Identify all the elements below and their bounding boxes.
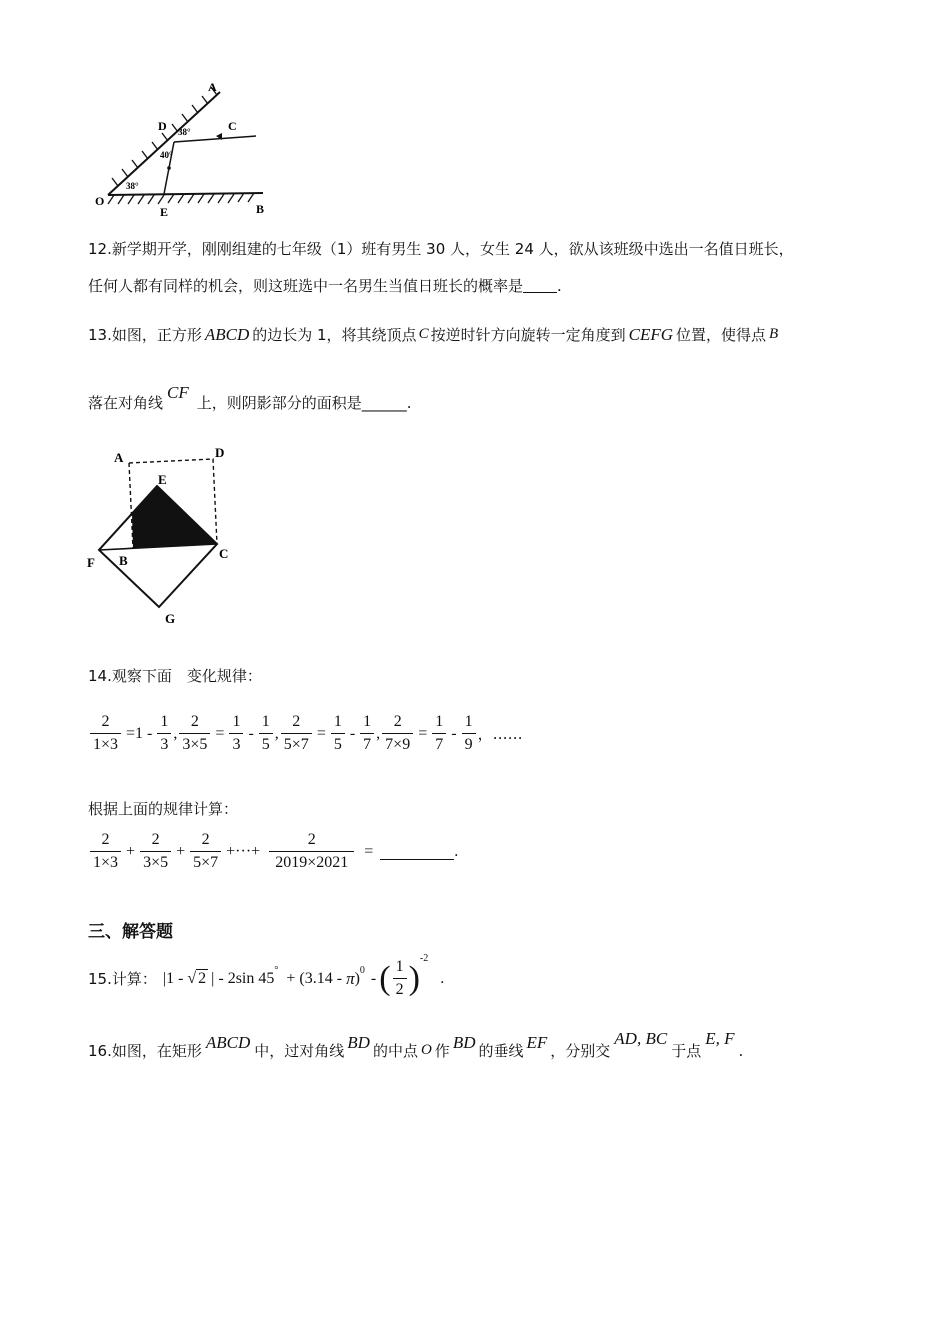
q16-ef: EF	[526, 1032, 548, 1052]
pattern-comma-1: ,	[173, 724, 178, 742]
q13-cefg: CEFG	[628, 324, 673, 344]
calc-eq: =	[364, 842, 374, 860]
q15-minus: -	[370, 969, 377, 987]
pattern-minus-4: -	[451, 724, 457, 742]
q13-abcd: ABCD	[204, 324, 250, 344]
pattern-eq-2: =	[215, 724, 225, 742]
calc-row	[88, 831, 458, 872]
question-12-line2	[88, 275, 562, 296]
pattern-frac-4: $\frac{2}{7\times 9}$	[382, 713, 413, 754]
angle-label-1: 38°	[178, 127, 191, 137]
q16-ef2: E, F	[705, 1028, 735, 1048]
q15-lparen: (	[379, 959, 391, 997]
pattern-r1: $\frac{1}{3}$	[157, 713, 171, 754]
calc-plus-1: +	[126, 842, 136, 860]
pattern-minus-3: -	[349, 724, 356, 742]
q15-abs-open: |1 -	[162, 969, 184, 987]
q13-mid1: 的边长为 1，将其绕顶点	[252, 326, 417, 344]
label-b2: B	[119, 553, 128, 568]
pattern-row	[88, 713, 523, 754]
question-16	[88, 1028, 744, 1061]
q15-label: 15.计算：	[88, 970, 157, 988]
q16-bd: BD	[347, 1032, 370, 1052]
q13-line2b: 上，则阴影部分的面积是______.	[196, 394, 412, 412]
question-13-line2	[88, 382, 412, 413]
pattern-comma-3: ,	[376, 724, 381, 742]
answer-blank-14	[380, 843, 454, 860]
pattern-r4b: $\frac{1}{9}$	[462, 713, 476, 754]
label-g2: G	[165, 611, 176, 626]
q16-mid3: 作	[434, 1042, 450, 1060]
question-12-end: .	[557, 276, 562, 295]
q13-mid3: 位置，使得点	[676, 326, 767, 344]
q15-paren-close: )	[354, 969, 360, 987]
q16-prefix: 16.如图，在矩形	[88, 1042, 202, 1060]
label-b: B	[256, 202, 265, 216]
label-f2: F	[87, 555, 95, 570]
answer-blank-12	[523, 278, 557, 293]
question-14-title: 14.观察下面 变化规律：	[88, 667, 262, 685]
q16-mid4: 的垂线	[478, 1042, 524, 1060]
label-o: O	[95, 194, 105, 208]
pattern-ellipsis: ，……	[477, 725, 523, 743]
q13-b: B	[769, 326, 779, 342]
reflection-figure	[88, 78, 278, 223]
q15-sqrt-arg: 2	[198, 970, 207, 987]
pattern-r3b: $\frac{1}{7}$	[360, 713, 374, 754]
q16-mid5: ，分别交	[550, 1042, 611, 1060]
q15-exp: -2	[419, 953, 429, 964]
label-e: E	[160, 205, 169, 219]
q15-half: $\frac{1}{2}$	[393, 958, 407, 999]
q15-end: .	[440, 969, 445, 987]
calc-end: .	[454, 842, 459, 860]
q15-zero: 0	[359, 965, 365, 976]
q15-pi: π	[346, 968, 355, 988]
calc-dots: +···+	[226, 842, 261, 860]
q16-adbc: AD, BC	[614, 1028, 668, 1048]
pattern-eq-4: =	[418, 724, 428, 742]
q15-paren: + (3.14 -	[286, 969, 343, 987]
question-15	[88, 953, 445, 999]
label-c2: C	[219, 546, 229, 561]
label-c: C	[228, 119, 237, 133]
q15-rparen: )	[408, 959, 420, 997]
label-d: D	[158, 119, 167, 133]
q16-mid2: 的中点	[372, 1042, 418, 1060]
label-d2: D	[215, 445, 225, 460]
pattern-r2a: $\frac{1}{3}$	[229, 713, 243, 754]
label-a2: A	[114, 450, 124, 465]
calc-term-1: $\frac{2}{1\times 3}$	[90, 831, 121, 872]
pattern-r4a: $\frac{1}{7}$	[432, 713, 446, 754]
question-12-line1: 12.新学期开学，刚刚组建的七年级（1）班有男生 30 人，女生 24 人，欲从该班级中选出一名值日班长，	[88, 240, 794, 258]
pattern-r2b: $\frac{1}{5}$	[259, 713, 273, 754]
q15-abs-close: | - 2sin 45	[211, 969, 275, 987]
pattern-eq-1: =1 -	[126, 724, 153, 742]
calc-plus-2: +	[176, 842, 186, 860]
pattern-frac-3: $\frac{2}{5\times 7}$	[281, 713, 312, 754]
label-a: A	[208, 80, 217, 94]
pattern-eq-3: =	[316, 724, 326, 742]
calc-term-3: $\frac{2}{5\times 7}$	[190, 831, 221, 872]
q16-abcd: ABCD	[205, 1032, 251, 1052]
pattern-minus-2: -	[248, 724, 254, 742]
sqrt-symbol: √	[187, 969, 197, 987]
pattern-frac-2: $\frac{2}{3\times 5}$	[179, 713, 210, 754]
pattern-frac-1: $\frac{2}{1\times 3}$	[90, 713, 121, 754]
q16-o: O	[420, 1042, 432, 1058]
section-heading: 三、解答题	[88, 922, 173, 942]
angle-label-3: 40°	[160, 150, 173, 160]
calc-label: 根据上面的规律计算：	[88, 800, 239, 818]
calc-term-2: $\frac{2}{3\times 5}$	[140, 831, 171, 872]
q16-mid6: 于点	[671, 1042, 702, 1060]
q13-prefix: 13.如图，正方形	[88, 326, 202, 344]
q13-cf: CF	[167, 382, 189, 402]
q13-c: C	[418, 326, 429, 342]
pattern-comma-2: ,	[274, 724, 279, 742]
q16-bd2: BD	[452, 1032, 476, 1052]
rotated-square-figure	[85, 440, 245, 630]
q15-deg: °	[274, 965, 279, 976]
calc-term-4: $\frac{2}{2019\times 2021}$	[269, 831, 354, 872]
q16-mid1: 中，过对角线	[254, 1042, 345, 1060]
angle-label-2: 38°	[126, 181, 139, 191]
q13-line2a: 落在对角线	[88, 394, 164, 412]
q16-end: .	[738, 1041, 744, 1060]
pattern-r3a: $\frac{1}{5}$	[331, 713, 345, 754]
q13-mid2: 按逆时针方向旋转一定角度到	[430, 326, 626, 344]
question-13-line1	[88, 324, 778, 345]
label-e2: E	[158, 472, 167, 487]
question-12-text: 任何人都有同样的机会，则这班选中一名男生当值日班长的概率是	[88, 277, 524, 295]
